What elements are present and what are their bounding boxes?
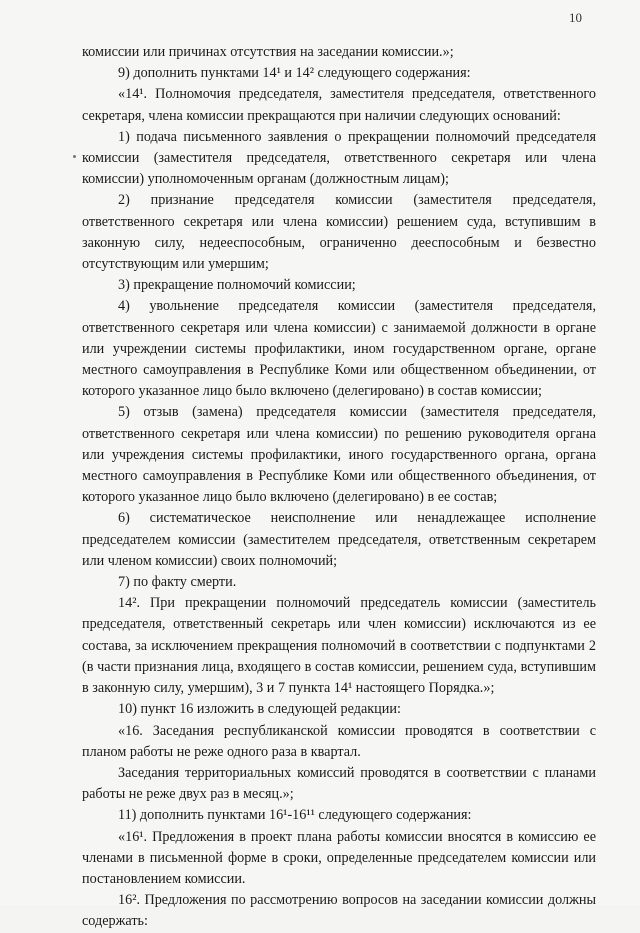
paragraph: 1) подача письменного заявления о прекращении полномочий председателя комиссии (заместителя председателя, ответственного секретаря или члена комиссии) уполномоченным органам (должностным лицам);	[82, 128, 596, 188]
paragraph: 5) отзыв (замена) председателя комиссии (заместителя председателя, ответственного секретаря или члена комиссии) по решению руководителя органа или учреждения системы профилактики, иного государственного органа, органа местного самоуправления в Республике Коми или общественного объединения, от которого указанное лицо было включено (делегировано) в ее состав;	[82, 404, 596, 506]
paragraph: 7) по факту смерти.	[118, 574, 237, 591]
paragraph: «14¹. Полномочия председателя, заместителя председателя, ответственного секретаря, члена комиссии прекращаются при наличии следующих оснований:	[82, 86, 596, 124]
paragraph: 9) дополнить пунктами 14¹ и 14² следующего содержания:	[118, 65, 471, 82]
paragraph: «16¹. Предложения в проект плана работы комиссии вносятся в комиссию ее членами в письменной форме в сроки, определенные председателем комиссии или постановлением комиссии.	[82, 828, 596, 887]
page-number: 10	[569, 10, 582, 25]
document-body	[82, 42, 596, 933]
paragraph: 4) увольнение председателя комиссии (заместителя председателя, ответственного секретаря или члена комиссии) с занимаемой должности в органе или учреждении системы профилактики, ином государственном органе, органе местного самоуправления в Республике Коми или общественном объединении, от которого указанное лицо было включено (делегировано) в состав комиссии;	[82, 298, 596, 400]
paragraph: 11) дополнить пунктами 16¹-16¹¹ следующего содержания:	[118, 807, 472, 824]
scan-speck	[73, 155, 76, 158]
paragraph: 3) прекращение полномочий комиссии;	[118, 277, 356, 294]
paragraph: 2) признание председателя комиссии (заместителя председателя, ответственного секретаря или члена комиссии) решением суда, вступившим в законную силу, недееспособным, ограниченно дееспособным и безвестно отсутствующим или умершим;	[82, 192, 596, 273]
paragraph: 6) систематическое неисполнение или ненадлежащее исполнение председателем комиссии (заместителем председателя, ответственным секретарем или членом комиссии) своих полномочий;	[82, 510, 596, 569]
paragraph: 14². При прекращении полномочий председатель комиссии (заместитель председателя, ответственный секретарь или член комиссии) исключаются из ее состава, за исключением прекращения полномочий в соответствии с подпунктами 2 (в части признания лица, входящего в состав комиссии, решением суда, вступившим в законную силу, умершим), 3 и 7 пункта 14¹ настоящего Порядка.»;	[82, 595, 596, 697]
paragraph: комиссии или причинах отсутствия на заседании комиссии.»;	[82, 44, 454, 60]
paragraph: 16². Предложения по рассмотрению вопросов на заседании комиссии должны содержать:	[82, 892, 596, 930]
paragraph: «16. Заседания республиканской комиссии проводятся в соответствии с планом работы не реже одного раза в квартал.	[82, 722, 596, 760]
paragraph: 10) пункт 16 изложить в следующей редакции:	[118, 701, 401, 718]
paragraph: Заседания территориальных комиссий проводятся в соответствии с планами работы не реже двух раз в месяц.»;	[82, 764, 596, 803]
